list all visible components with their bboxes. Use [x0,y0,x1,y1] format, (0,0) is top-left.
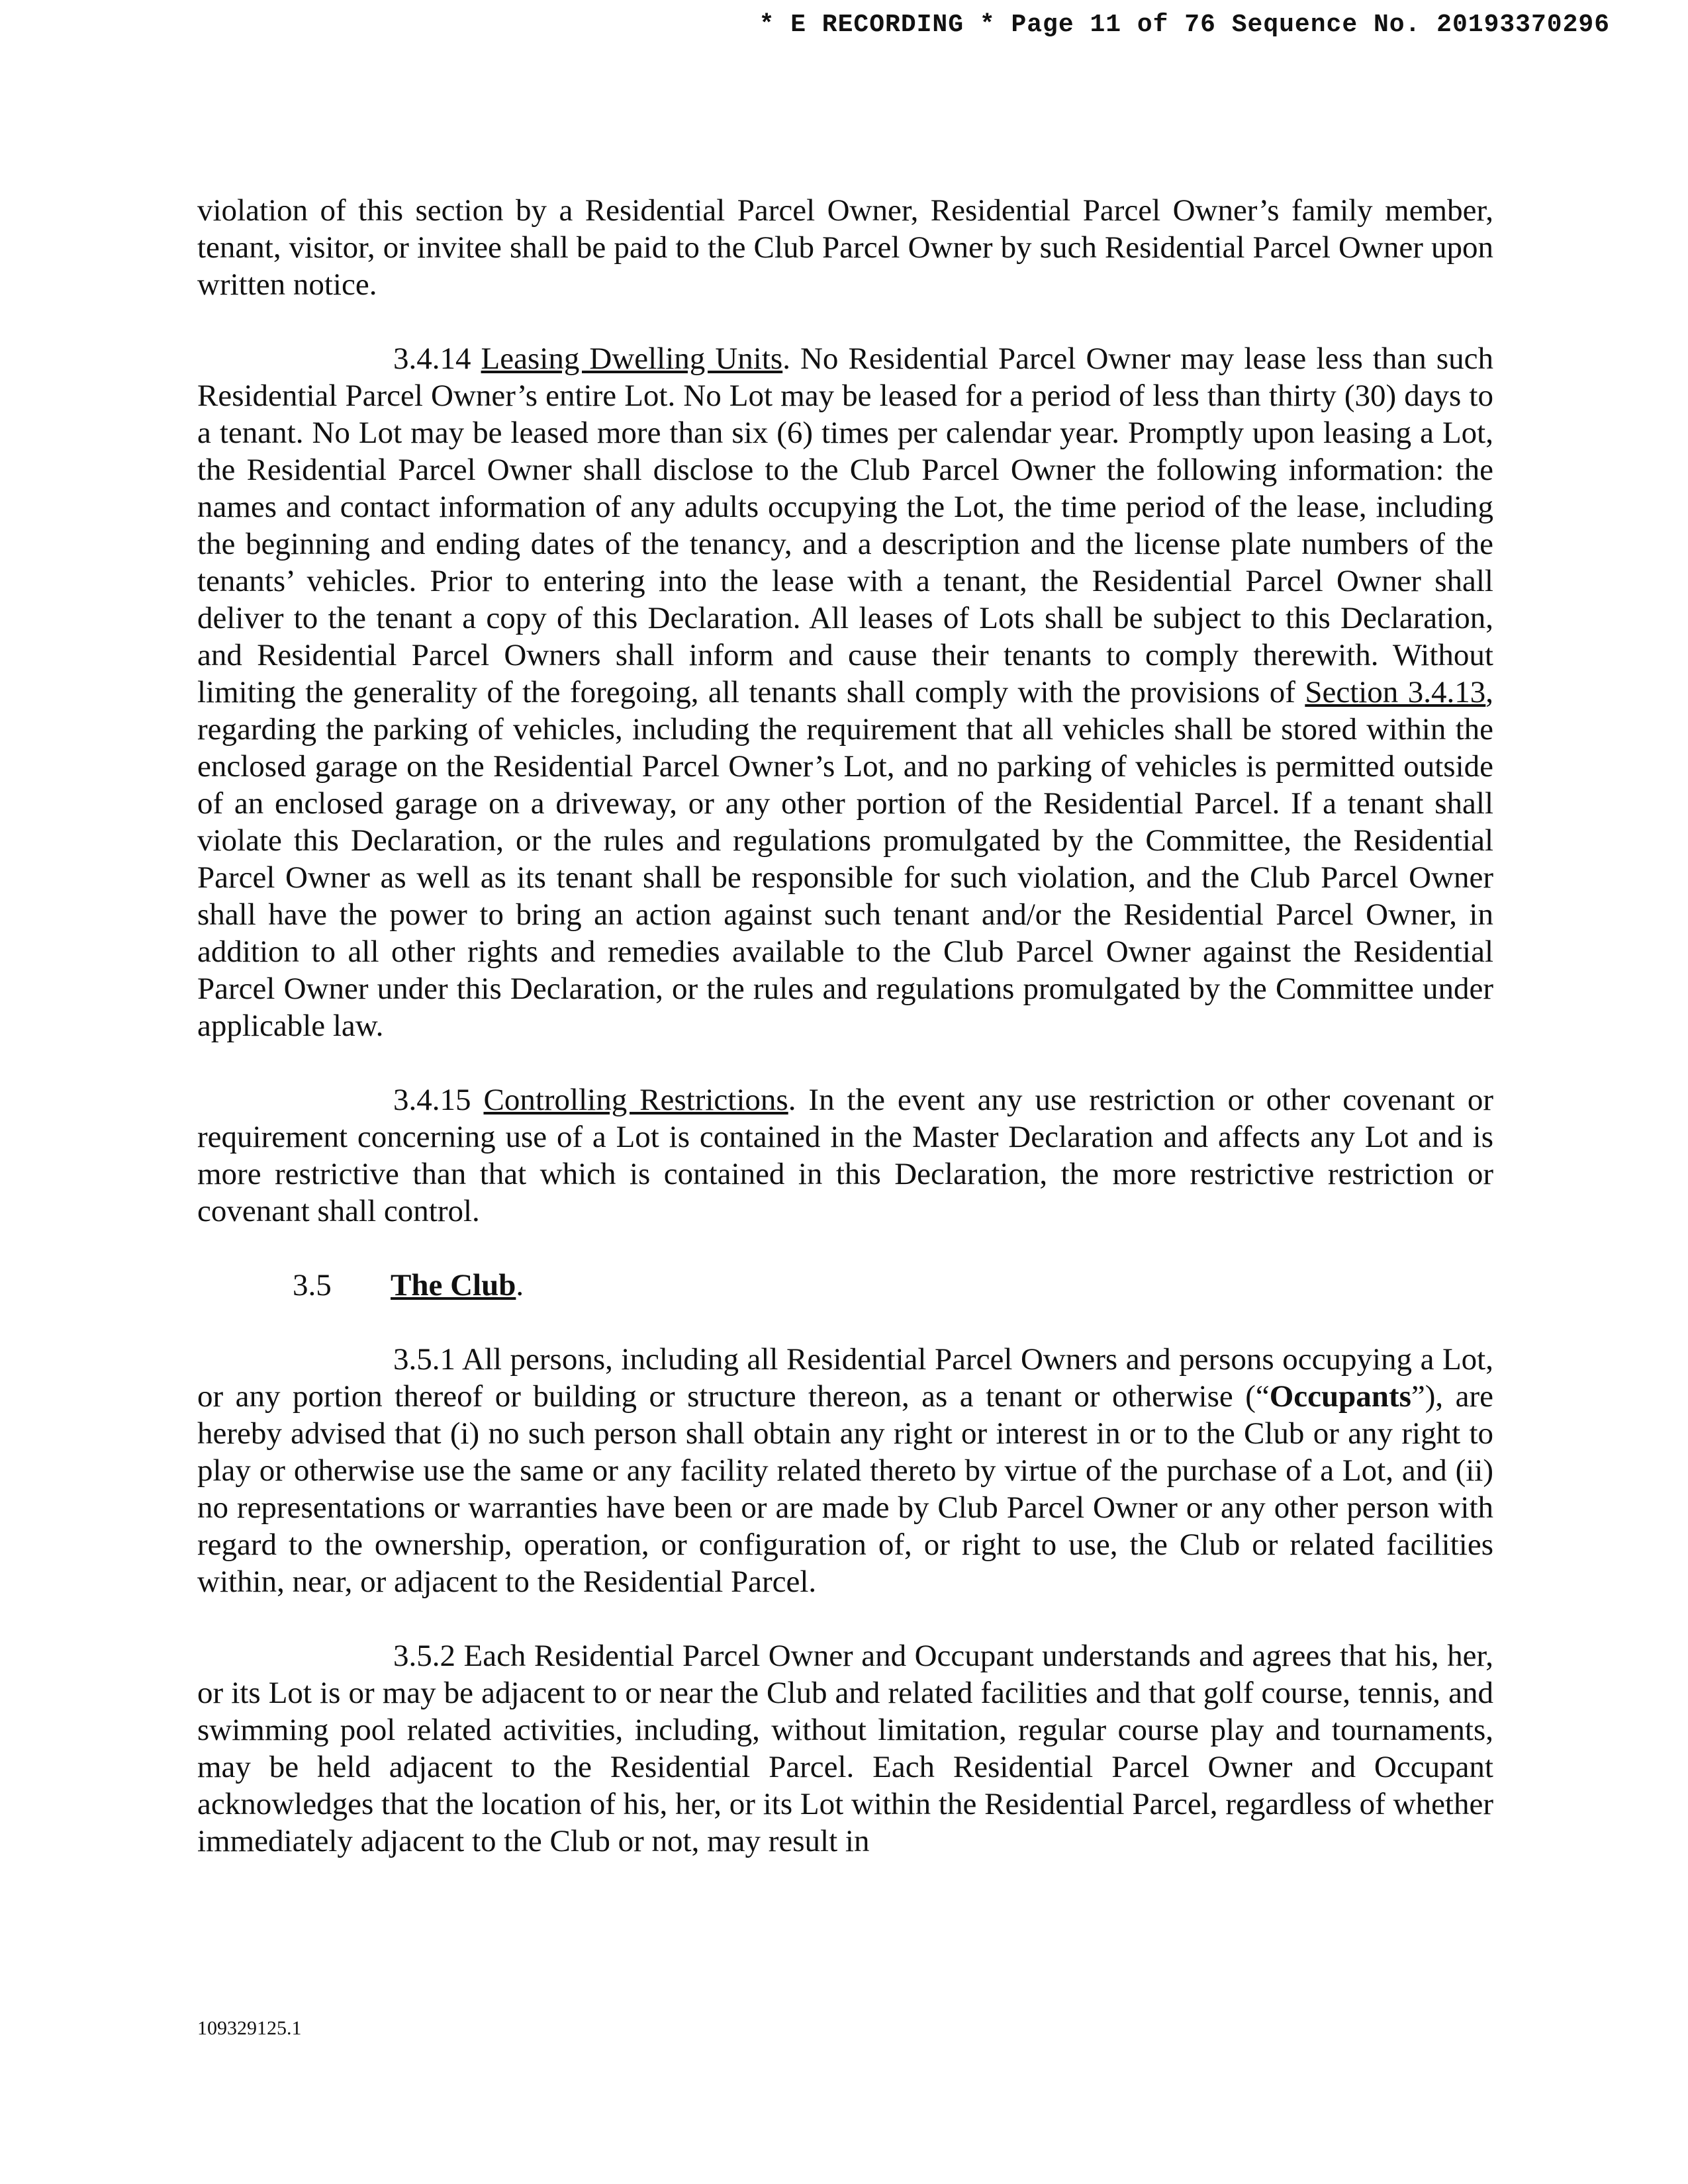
paragraph-text: . In the event any use restriction or other covenant or requirement concerning use of a Lot is contained in the Master Declaration and affects any Lot and is more restrictive than that which is contained in this Declaration, the more restrictive restriction or covenant shall control. [197,1083,1493,1228]
section-title-leasing: Leasing Dwelling Units [481,341,783,376]
section-number: 3.4.14 [393,341,471,376]
section-title-controlling: Controlling Restrictions [483,1083,788,1117]
paragraph-text: Each Residential Parcel Owner and Occupant understands and agrees that his, her, or its Lot is or may be adjacent to or near the Club and related facilities and that golf course, tennis, and swimming pool related activities, including, without limitation, regular course play and tournaments, may be held adjacent to the Residential Parcel. Each Residential Parcel Owner and Occupant acknowledges that the location of his, her, or its Lot within the Residential Parcel, regardless of whether immediately adjacent to the Club or not, may result in [197,1639,1493,1858]
paragraph-text: . No Residential Parcel Owner may lease less than such Residential Parcel Owner’s entire Lot. No Lot may be leased for a period of less than thirty (30) days to a tenant. No Lot may be leased more than six (6) times per calendar year. Promptly upon leasing a Lot, the Residential Parcel Owner shall disclose to the Club Parcel Owner the following information: the names and contact information of any adults occupying the Lot, the time period of the lease, including the beginning and ending dates of the tenancy, and a description and the license plate numbers of the tenants’ vehicles. Prior to entering into the lease with a tenant, the Residential Parcel Owner shall deliver to the tenant a copy of this Declaration. All leases of Lots shall be subject to this Declaration, and Residential Parcel Owners shall inform and cause their tenants to comply therewith. Without limiting the generality of the foregoing, all tenants shall comply with the provisions of [197,341,1493,709]
section-number: 3.4.15 [393,1083,471,1117]
heading-period: . [516,1268,524,1302]
section-heading-3-5 [197,1267,1493,1304]
paragraph-text: All persons, including all Residential Parcel Owners and persons occupying a Lot, or any portion thereof or building or structure thereon, as a tenant or otherwise (“ [197,1342,1493,1414]
recording-header: * E RECORDING * Page 11 of 76 Sequence No. 20193370296 [759,11,1610,39]
paragraph-text: , regarding the parking of vehicles, including the requirement that all vehicles shall be stored within the enclosed garage on the Residential Parcel Owner’s Lot, and no parking of vehicles is permitted outside of an enclosed garage on a driveway, or any other portion of the Residential Parcel. If a tenant shall violate this Declaration, or the rules and regulations promulgated by the Committee, the Residential Parcel Owner as well as its tenant shall be responsible for such violation, and the Club Parcel Owner shall have the power to bring an action against such tenant and/or the Residential Parcel Owner, in addition to all other rights and remedies available to the Club Parcel Owner against the Residential Parcel Owner under this Declaration, or the rules and regulations promulgated by the Committee under applicable law. [197,675,1494,1043]
section-title-club: The Club [391,1268,516,1302]
section-number: 3.5.2 [393,1639,455,1673]
paragraph-3-4-15 [197,1081,1493,1230]
paragraph-3-4-14 [197,340,1493,1044]
section-number: 3.5.1 [393,1342,455,1377]
paragraph-text: ”), are hereby advised that (i) no such person shall obtain any right or interest in or to the Club or any right to play or otherwise use the same or any facility related thereto by virtue of the purchase of a Lot, and (ii) no representations or warranties have been or are made by Club Parcel Owner or any other person with regard to the ownership, operation, or configuration of, or right to use, the Club or related facilities within, near, or adjacent to the Residential Parcel. [197,1379,1493,1599]
document-body [197,192,1493,1897]
defined-term-occupants: Occupants [1269,1379,1411,1414]
paragraph-continued: violation of this section by a Residential Parcel Owner, Residential Parcel Owner’s family member, tenant, visitor, or invitee shall be paid to the Club Parcel Owner by such Residential Parcel Owner upon written notice. [197,193,1493,302]
cross-reference-link: Section 3.4.13 [1305,675,1486,709]
section-number: 3.5 [293,1268,332,1302]
paragraph-3-5-2 [197,1637,1493,1860]
paragraph-3-5-1 [197,1341,1493,1600]
document-id-footer: 109329125.1 [197,2017,302,2039]
